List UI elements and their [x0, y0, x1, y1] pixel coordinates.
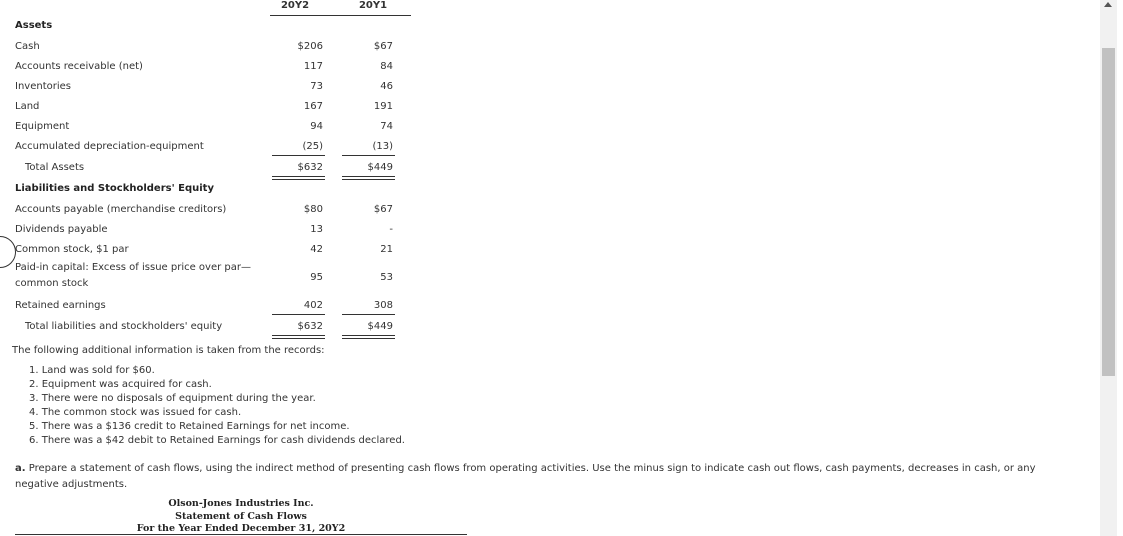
row-label: Dividends payable	[15, 224, 108, 235]
subtotal-underline	[272, 314, 325, 315]
table-row	[15, 220, 415, 240]
list-item: 1. Land was sold for $60.	[29, 365, 155, 376]
assets-heading-row	[15, 16, 415, 36]
table-row	[15, 37, 415, 57]
table-row	[15, 260, 415, 296]
value-20y1: $449	[367, 162, 393, 173]
column-header-20y2: 20Y2	[280, 0, 310, 11]
value-20y1: (13)	[372, 141, 393, 152]
row-label: Land	[15, 101, 40, 112]
assets-heading: Assets	[15, 20, 53, 31]
value-20y2: $632	[297, 162, 323, 173]
statement-company: Olson-Jones Industries Inc.	[168, 498, 314, 509]
scroll-up-arrow-icon[interactable]	[1104, 2, 1112, 7]
statement-title: Statement of Cash Flows	[175, 510, 307, 522]
additional-info-intro: The following additional information is taken from the records:	[12, 345, 325, 356]
value-20y2: $206	[297, 41, 323, 52]
row-label: Equipment	[15, 121, 70, 132]
list-item: 3. There were no disposals of equipment during the year.	[29, 393, 316, 404]
row-label: Total Assets	[25, 162, 85, 173]
statement-heading	[15, 498, 467, 536]
task-text: Prepare a statement of cash flows, using the indirect method of presenting cash flows from operating activities. Use the minus sign to indicate cash out flows, cash payments, decreases in cash, or any negative adjustments.	[15, 463, 1036, 490]
table-row	[15, 137, 415, 157]
subtotal-underline	[272, 155, 325, 156]
liabilities-heading: Liabilities and Stockholders' Equity	[15, 183, 214, 194]
value-20y1: 53	[380, 272, 393, 283]
statement-header-underline	[15, 534, 467, 535]
table-row	[15, 77, 415, 97]
value-20y2: 42	[310, 244, 323, 255]
row-label	[15, 260, 251, 292]
value-20y2: 167	[303, 101, 323, 112]
value-20y1: $67	[373, 204, 393, 215]
scrollbar-thumb[interactable]	[1102, 48, 1115, 376]
value-20y2: 95	[310, 272, 323, 283]
row-label: Total liabilities and stockholders' equity	[25, 321, 223, 332]
liabilities-heading-row	[15, 179, 415, 199]
total-assets-row	[15, 158, 415, 178]
value-20y2: $80	[303, 204, 323, 215]
column-header-20y1: 20Y1	[358, 0, 388, 11]
value-20y1: $67	[373, 41, 393, 52]
total-double-underline	[342, 335, 395, 339]
row-label: Cash	[15, 41, 40, 52]
value-20y1: 21	[380, 244, 393, 255]
total-double-underline	[272, 335, 325, 339]
row-label-line1: Paid-in capital: Excess of issue price over par—	[15, 262, 251, 273]
value-20y1: 74	[380, 121, 393, 132]
list-item: 2. Equipment was acquired for cash.	[29, 379, 212, 390]
table-row	[15, 97, 415, 117]
statement-period: For the Year Ended December 31, 20Y2	[136, 523, 346, 534]
vertical-scrollbar[interactable]	[1100, 0, 1117, 536]
value-20y2: 117	[303, 61, 323, 72]
value-20y2: 13	[310, 224, 323, 235]
table-row	[15, 200, 415, 220]
table-row	[15, 117, 415, 137]
value-20y2: $632	[297, 321, 323, 332]
row-label: Common stock, $1 par	[15, 244, 129, 255]
value-20y1: 191	[373, 101, 393, 112]
value-20y1: 46	[380, 81, 393, 92]
value-20y2: (25)	[302, 141, 323, 152]
row-label: Accounts receivable (net)	[15, 61, 143, 72]
value-20y2: 94	[310, 121, 323, 132]
value-20y1: 84	[380, 61, 393, 72]
row-label: Retained earnings	[15, 300, 106, 311]
row-label-line2: common stock	[15, 278, 89, 289]
value-20y2: 73	[310, 81, 323, 92]
table-row	[15, 240, 415, 260]
value-20y2: 402	[303, 300, 323, 311]
subtotal-underline	[342, 155, 395, 156]
row-label: Accumulated depreciation-equipment	[15, 141, 204, 152]
list-item: 5. There was a $136 credit to Retained Earnings for net income.	[29, 421, 350, 432]
row-label: Accounts payable (merchandise creditors)	[15, 204, 227, 215]
list-item: 6. There was a $42 debit to Retained Earnings for cash dividends declared.	[29, 435, 405, 446]
value-20y1: 308	[373, 300, 393, 311]
value-20y1: $449	[367, 321, 393, 332]
table-row	[15, 57, 415, 77]
task-letter: a.	[15, 463, 26, 474]
table-row	[15, 296, 415, 316]
additional-info-list	[29, 364, 405, 448]
list-item: 4. The common stock was issued for cash.	[29, 407, 242, 418]
row-label: Inventories	[15, 81, 71, 92]
cursor-circle-marker	[0, 236, 16, 268]
task-instructions	[15, 461, 1075, 493]
subtotal-underline	[342, 314, 395, 315]
value-20y1: -	[389, 224, 393, 235]
total-liabilities-row	[15, 317, 415, 337]
